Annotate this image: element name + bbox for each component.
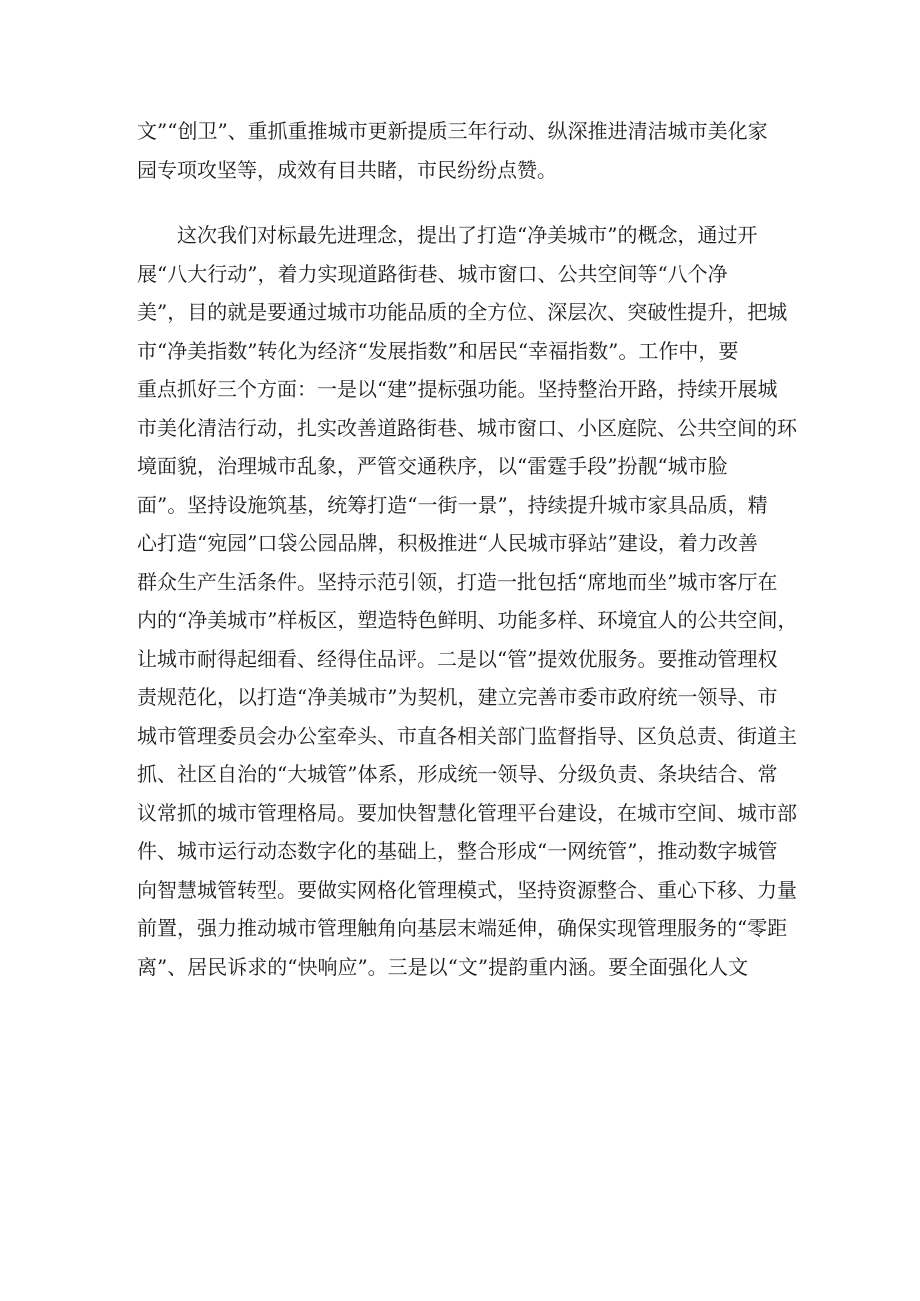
text-line: 市美化清洁行动，扎实改善道路街巷、城市窗口、小区庭院、公共空间的环 — [137, 415, 797, 440]
text-line: 议常抓的城市管理格局。要加快智慧化管理平台建设，在城市空间、城市部 — [137, 800, 797, 825]
paragraph-1 — [137, 112, 787, 189]
text-line: 件、城市运行动态数字化的基础上，整合形成“一网统管”，推动数字城管 — [137, 839, 778, 863]
text-line: 心打造“宛园”口袋公园品牌，积极推进“人民城市驿站”建设，着力改善 — [137, 531, 758, 555]
text-line: 这次我们对标最先进理念，提出了打造“净美城市”的概念，通过开 — [137, 223, 758, 247]
text-line: 面”。坚持设施筑基，统筹打造“一街一景”，持续提升城市家具品质，精 — [137, 492, 768, 517]
text-line: 让城市耐得起细看、经得住品评。二是以“管”提效优服务。要推动管理权 — [137, 646, 778, 671]
text-line: 展“八大行动”，着力实现道路街巷、城市窗口、公共空间等“八个净 — [137, 261, 728, 286]
text-line: 离”、居民诉求的“快响应”。三是以“文”提韵重内涵。要全面强化人文 — [137, 954, 749, 979]
text-line: 园专项攻坚等，成效有目共睹，市民纷纷点赞。 — [137, 157, 557, 182]
paragraph-2 — [137, 216, 798, 986]
text-line: 前置，强力推动城市管理触角向基层末端延伸，确保实现管理服务的“零距 — [137, 916, 788, 940]
text-line: 向智慧城管转型。要做实网格化管理模式，坚持资源整合、重心下移、力量 — [137, 877, 797, 902]
text-line: 城市管理委员会办公室牵头、市直各相关部门监督指导、区负总责、街道主 — [137, 723, 797, 748]
text-line: 群众生产生活条件。坚持示范引领，打造一批包括“席地而坐”城市客厅在 — [137, 569, 778, 594]
text-line: 境面貌，治理城市乱象，严管交通秩序，以“雷霆手段”扮靓“城市脸 — [137, 454, 728, 478]
text-line: 责规范化，以打造“净美城市”为契机，建立完善市委市政府统一领导、市 — [137, 685, 778, 709]
text-line: 抓、社区自治的“大城管”体系，形成统一领导、分级负责、条块结合、常 — [137, 762, 778, 786]
text-line: 市“净美指数”转化为经济“发展指数”和居民“幸福指数”。工作中，要 — [137, 338, 739, 363]
text-line: 重点抓好三个方面：一是以“建”提标强功能。坚持整治开路，持续开展城 — [137, 377, 778, 401]
text-line: 美”，目的就是要通过城市功能品质的全方位、深层次、突破性提升，把城 — [137, 300, 788, 324]
text-line: 内的“净美城市”样板区，塑造特色鲜明、功能多样、环境宜人的公共空间， — [137, 608, 798, 632]
text-line: 文”“创卫”、重抓重推城市更新提质三年行动、纵深推进清洁城市美化家 — [137, 119, 768, 143]
